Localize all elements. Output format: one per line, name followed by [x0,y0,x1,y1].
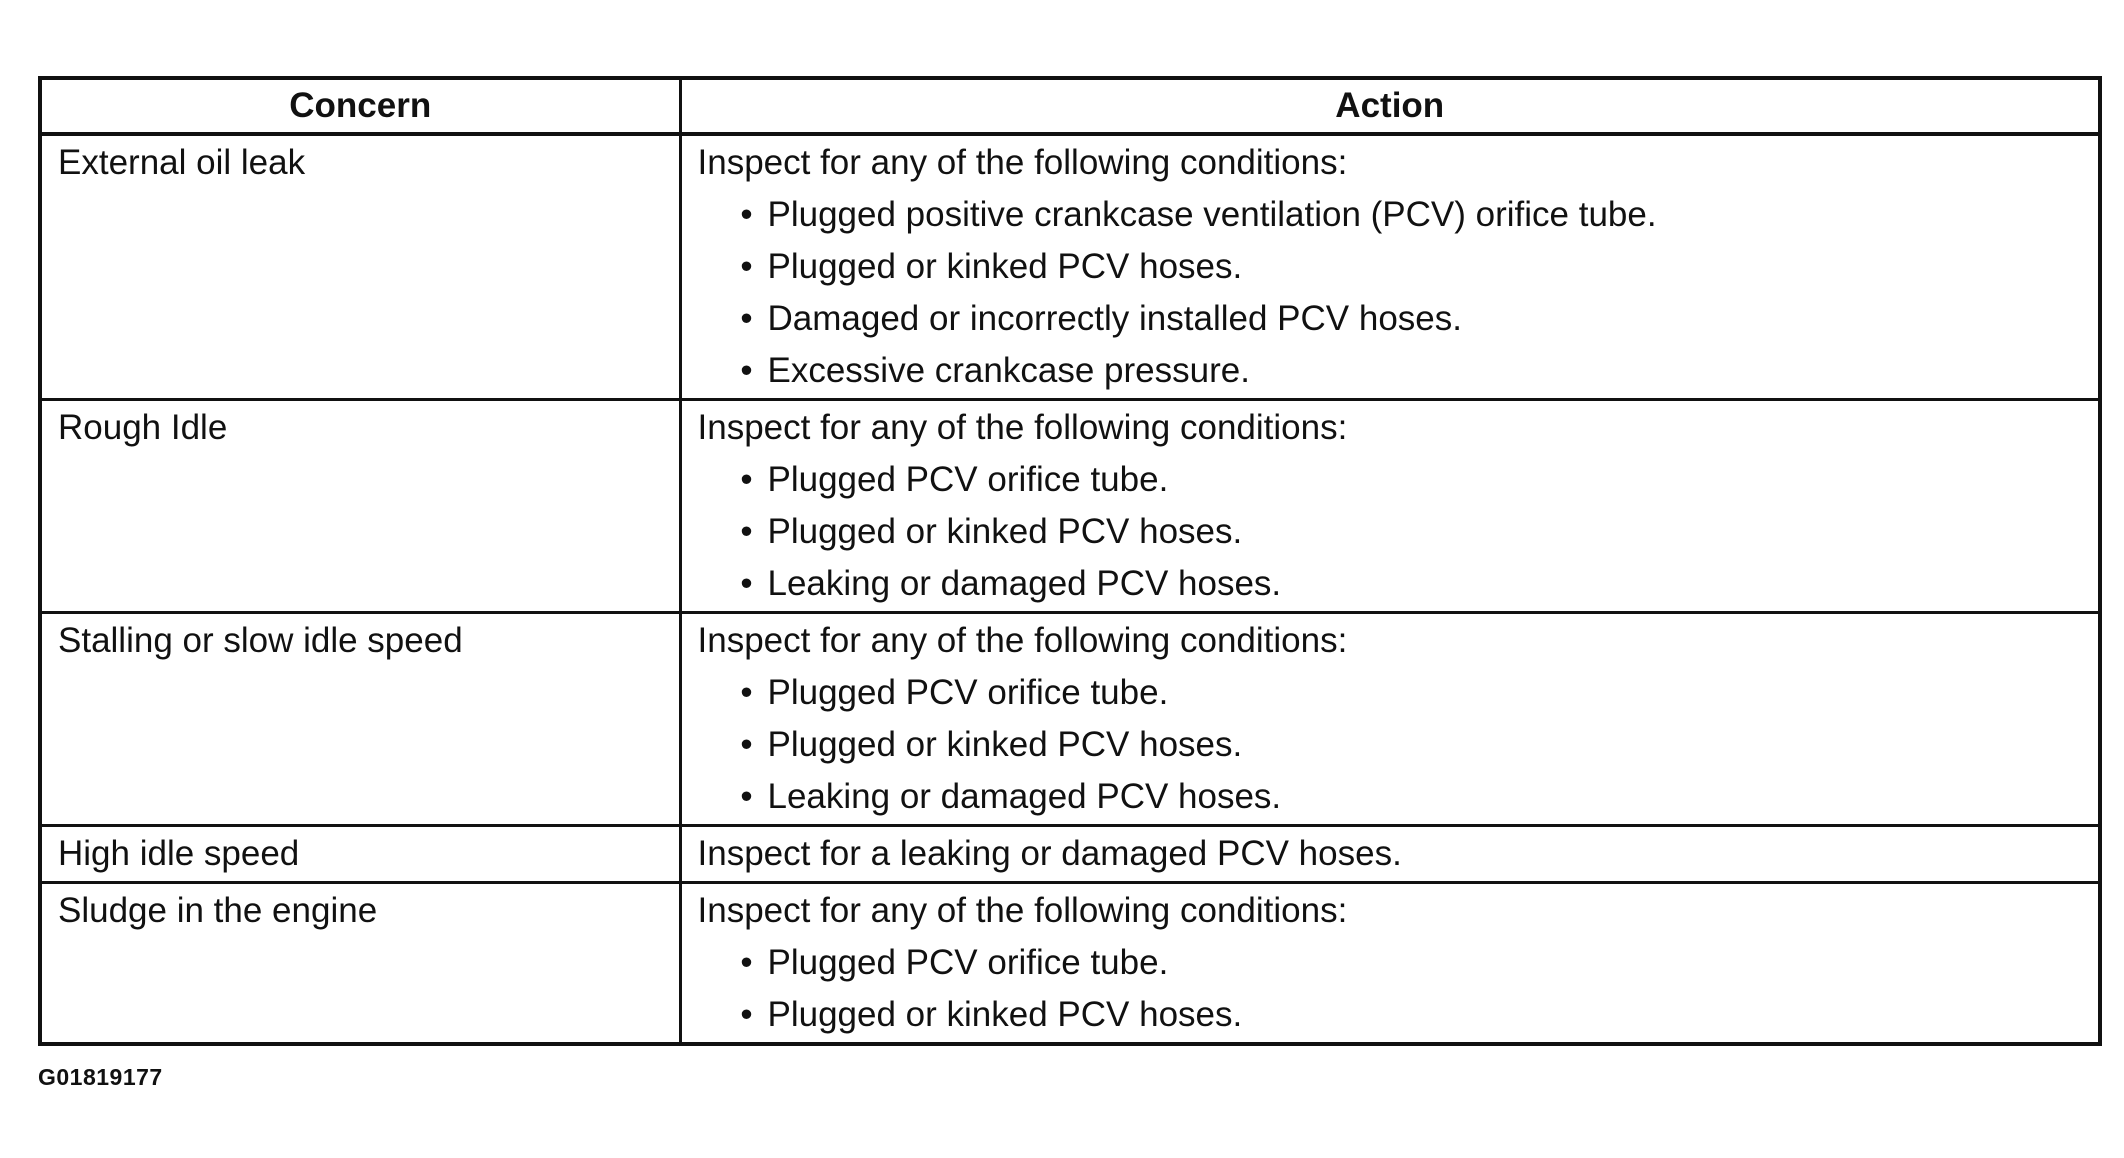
bullet-text: Plugged or kinked PCV hoses. [767,725,1243,764]
bullet-text: Plugged positive crankcase ventilation (PCV) orifice tube. [767,195,1657,234]
table-row [40,400,2100,613]
bullet-icon: • [740,195,753,234]
figure-id-label: G01819177 [38,1064,163,1090]
action-intro: Inspect for a leaking or damaged PCV hoses. [697,834,1402,873]
bullet-text: Leaking or damaged PCV hoses. [767,777,1282,816]
bullet-text: Plugged or kinked PCV hoses. [767,512,1243,551]
action-cell [680,613,2100,826]
action-bullet-list [698,937,2083,1041]
list-item [732,241,2083,293]
table-row [40,883,2100,1045]
list-item [732,989,2083,1041]
action-intro: Inspect for any of the following conditions: [697,621,1348,660]
table-row [40,826,2100,883]
bullet-icon: • [740,247,753,286]
list-item [732,506,2083,558]
bullet-icon: • [740,351,753,390]
bullet-text: Plugged PCV orifice tube. [767,943,1169,982]
bullet-icon: • [740,725,753,764]
concern-cell: Rough Idle [40,400,680,613]
action-cell [680,400,2100,613]
bullet-icon: • [740,777,753,816]
action-cell [680,883,2100,1045]
action-cell [680,134,2100,400]
concern-cell: Stalling or slow idle speed [40,613,680,826]
list-item [732,293,2083,345]
concern-cell: Sludge in the engine [40,883,680,1045]
table-row [40,134,2100,400]
action-bullet-list [698,667,2083,823]
bullet-icon: • [740,460,753,499]
list-item [732,345,2083,397]
bullet-icon: • [740,512,753,551]
list-item [732,558,2083,610]
bullet-icon: • [740,564,753,603]
bullet-text: Plugged PCV orifice tube. [767,673,1169,712]
list-item [732,189,2083,241]
list-item [732,454,2083,506]
action-bullet-list [698,454,2083,610]
concern-cell: External oil leak [40,134,680,400]
bullet-text: Leaking or damaged PCV hoses. [767,564,1282,603]
table-row [40,613,2100,826]
action-intro: Inspect for any of the following conditions: [697,408,1348,447]
bullet-icon: • [740,995,753,1034]
list-item [732,719,2083,771]
concern-action-table [38,76,2102,1046]
list-item [732,667,2083,719]
bullet-text: Plugged or kinked PCV hoses. [767,247,1243,286]
list-item [732,771,2083,823]
concern-cell: High idle speed [40,826,680,883]
bullet-icon: • [740,943,753,982]
bullet-icon: • [740,299,753,338]
action-bullet-list [698,189,2083,397]
action-column-header: Action [680,78,2100,134]
bullet-text: Plugged PCV orifice tube. [767,460,1169,499]
bullet-text: Damaged or incorrectly installed PCV hoses. [767,299,1462,338]
action-intro: Inspect for any of the following conditions: [697,143,1348,182]
action-intro: Inspect for any of the following conditions: [697,891,1348,930]
concern-column-header: Concern [40,78,680,134]
list-item [732,937,2083,989]
bullet-text: Plugged or kinked PCV hoses. [767,995,1243,1034]
bullet-icon: • [740,673,753,712]
table-header-row [40,78,2100,134]
bullet-text: Excessive crankcase pressure. [767,351,1250,390]
action-cell [680,826,2100,883]
